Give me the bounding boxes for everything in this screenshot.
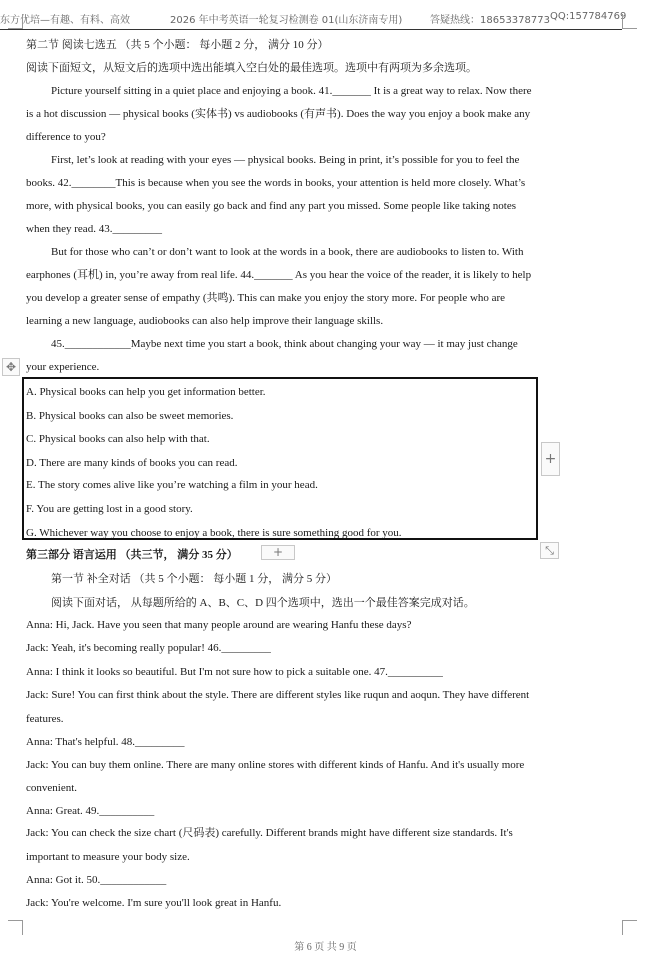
dialogue-line: features. (26, 713, 64, 725)
passage-line: Picture yourself sitting in a quiet place and enjoying a book. 41._______ It is a great way to relax. Now there (51, 85, 532, 97)
dialogue-line: Anna: Great. 49.__________ (26, 805, 155, 817)
option-e: E. The story comes alive like you’re watching a film in your head. (26, 479, 318, 491)
dialogue-line: Jack: You can buy them online. There are many online stores with different kinds of Hanfu. And it's usually more (26, 759, 525, 771)
add-button[interactable]: + (541, 442, 560, 476)
passage-line: difference to you? (26, 131, 106, 143)
passage-line: earphones (耳机) in, you’re away from real life. 44._______ As you hear the voice of the reader, it is likely to help (26, 269, 532, 281)
dialogue-line: important to measure your body size. (26, 851, 190, 863)
passage-line: is a hot discussion — physical books (实体书) vs audiobooks (有声书). Does the way you enjoy a book make any (26, 108, 531, 120)
passage-line: when they read. 43._________ (26, 223, 162, 235)
header-divider (0, 29, 622, 30)
passage-line: learning a new language, audiobooks can also help improve their language skills. (26, 315, 384, 327)
header-org: 东方优培—有趣、有料、高效 (0, 15, 130, 26)
section2-heading: 第二节 阅读七选五 （共 5 个小题： 每小题 2 分， 满分 10 分） (26, 39, 329, 51)
resize-icon[interactable]: ⤡ (540, 542, 559, 559)
dialogue-line: Anna: Got it. 50.____________ (26, 874, 167, 886)
dialogue-line: Anna: I think it looks so beautiful. But I'm not sure how to pick a suitable one. 47.__________ (26, 666, 443, 678)
header-qq: QQ:157784769 (550, 11, 627, 22)
dialogue-line: Jack: You're welcome. I'm sure you'll look great in Hanfu. (26, 897, 282, 909)
option-d: D. There are many kinds of books you can read. (26, 457, 238, 469)
passage-line: your experience. (26, 361, 100, 373)
passage-line: books. 42.________This is because when you see the words in books, your attention is held more closely. What’s (26, 177, 526, 189)
dialogue-line: Jack: You can check the size chart (尺码表) carefully. Different brands might have different size standards. It's (26, 827, 513, 839)
dialogue-line: convenient. (26, 782, 78, 794)
dialogue-line: Anna: That's helpful. 48._________ (26, 736, 185, 748)
passage-line: But for those who can’t or don’t want to look at the words in a book, there are audiobooks to listen to. With (51, 246, 524, 258)
passage-line: you develop a greater sense of empathy (共鸣). This can make you enjoy the story more. For people who are (26, 292, 506, 304)
page-header (0, 6, 651, 28)
header-title: 2026 年中考英语一轮复习检测卷 01(山东济南专用) (170, 15, 403, 26)
crop-mark-bottom-left (8, 920, 23, 935)
add-section-button[interactable]: + (261, 545, 295, 560)
passage-line: First, let’s look at reading with your eyes — physical books. Being in print, it’s possible for you to feel the (51, 154, 520, 166)
option-f: F. You are getting lost in a good story. (26, 503, 193, 515)
dialogue-line: Jack: Yeah, it's becoming really popular! 46._________ (26, 642, 271, 654)
crop-mark-top-left (8, 14, 23, 29)
passage-line: more, with physical books, you can easily go back and find any part you missed. Some people like taking notes (26, 200, 517, 212)
header-hotline: 答疑热线：18653378773 (430, 15, 550, 26)
dialogue-line: Jack: Sure! You can first think about the style. There are different styles like ruqun and aoqun. They have different (26, 689, 530, 701)
page-number: 第 6 页 共 9 页 (294, 942, 357, 953)
part3-heading: 第三部分 语言运用 （共三节， 满分 35 分） (26, 549, 238, 561)
move-handle-icon[interactable]: ✥ (2, 358, 20, 376)
part3-instruction: 阅读下面对话， 从每题所给的 A、B、C、D 四个选项中，选出一个最佳答案完成对话。 (51, 597, 475, 609)
crop-mark-top-right (622, 14, 637, 29)
option-a: A. Physical books can help you get information better. (26, 386, 266, 398)
dialogue-line: Anna: Hi, Jack. Have you seen that many people around are wearing Hanfu these days? (26, 619, 412, 631)
option-g: G. Whichever way you choose to enjoy a book, there is sure something good for you. (26, 527, 402, 539)
part3-subheading: 第一节 补全对话 （共 5 个小题： 每小题 1 分， 满分 5 分） (51, 573, 337, 585)
passage-line: 45.____________Maybe next time you start a book, think about changing your way — it may just change (51, 338, 518, 350)
option-b: B. Physical books can also be sweet memories. (26, 410, 234, 422)
crop-mark-bottom-right (622, 920, 637, 935)
section2-instruction: 阅读下面短文，从短文后的选项中选出能填入空白处的最佳选项。选项中有两项为多余选项。 (26, 62, 477, 74)
option-c: C. Physical books can also help with that. (26, 433, 210, 445)
